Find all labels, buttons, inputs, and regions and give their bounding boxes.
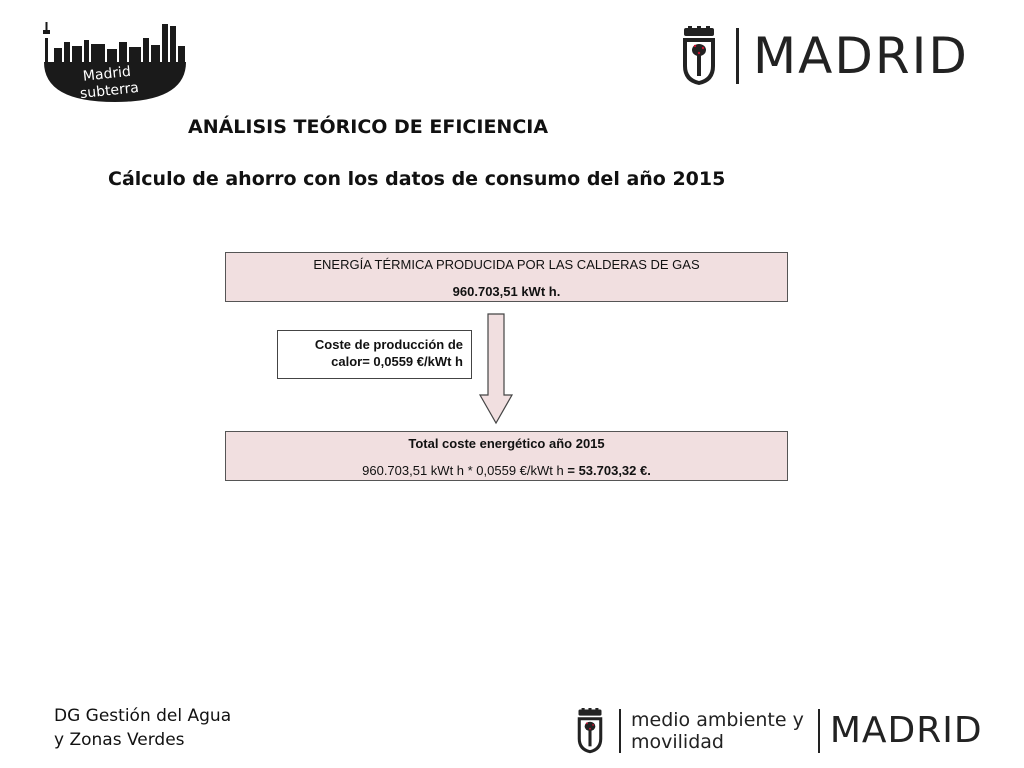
svg-text:Madrid: Madrid [82,63,132,85]
madrid-wordmark: MADRID [753,27,969,85]
cost-line-1: Coste de producción de [314,337,463,352]
total-formula: 960.703,51 kWt h * 0,0559 €/kWt h [362,463,568,478]
total-result: = 53.703,32 €. [567,463,651,478]
footer-dept-line-2: y Zonas Verdes [54,730,185,750]
slide-title: ANÁLISIS TEÓRICO DE EFICIENCIA [188,116,549,138]
madrid-crest-icon [575,708,605,754]
divider [818,709,820,753]
footer-madrid-logo [575,706,1005,756]
divider [619,709,621,753]
madrid-subterra-logo [40,16,190,104]
total-calculation [226,463,787,478]
footer-area-name [631,709,804,753]
footer-dept-line-1: DG Gestión del Agua [54,706,232,726]
energy-value: 960.703,51 kWt h. [452,284,561,299]
footer-area-line-1: medio ambiente y [631,709,804,731]
slide-subtitle: Cálculo de ahorro con los datos de consumo del año 2015 [108,168,726,190]
footer-area-line-2: movilidad [631,731,724,753]
production-cost-box [277,330,472,379]
total-label: Total coste energético año 2015 [408,436,605,451]
divider [736,28,739,84]
energy-label: ENERGÍA TÉRMICA PRODUCIDA POR LAS CALDERAS DE GAS [313,257,700,272]
footer-madrid-wordmark: MADRID [829,710,983,751]
svg-text:subterra: subterra [79,79,140,103]
madrid-crest-icon [680,26,718,86]
madrid-header-logo [680,24,1000,88]
energy-produced-box [225,252,788,302]
total-cost-box [225,431,788,481]
cost-line-2: calor= 0,0559 €/kWt h [331,354,463,369]
down-arrow-icon [478,313,514,425]
footer-department [54,704,231,752]
